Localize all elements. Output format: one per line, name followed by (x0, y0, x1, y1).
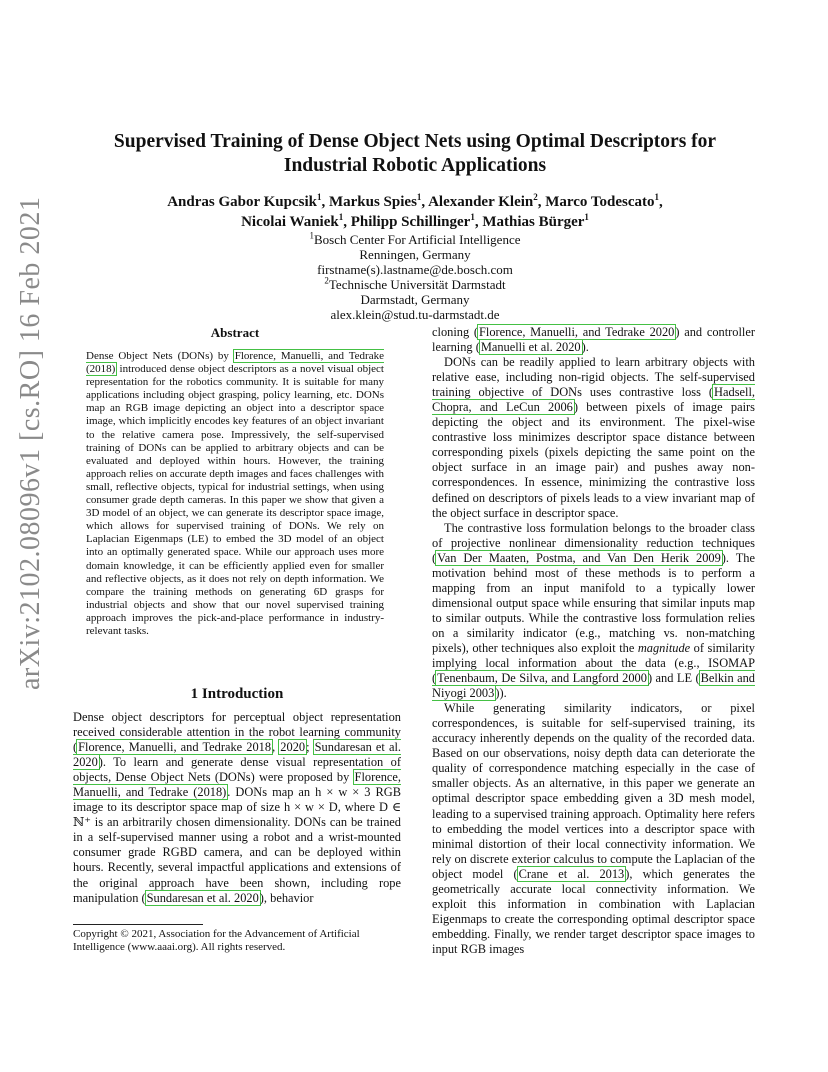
paragraph: The contrastive loss formulation belongs to the broader class of projective nonlinear dimensionality reduction techniques (Van Der Maaten, Postma, and Van Den Herik 2009). The motivation behind most of these methods is to perform a mapping from an input manifold to a typically lower dimensional output space while ensuring that similar inputs map to similar outputs. While the contrastive loss formulation relies on a similarity indicator (e.g., matching vs. non-matching pixels), other techniques also exploit the magnitude of similarity implying local information about the data (e.g., ISOMAP (Tenenbaum, De Silva, and Langford 2000) and LE (Belkin and Niyogi 2003)). (432, 520, 755, 701)
citation-link[interactable]: Sundaresan et al. 2020 (146, 890, 259, 905)
citation-link[interactable]: Sundaresan et al. 2020 (73, 740, 401, 770)
citation-link[interactable]: Manuelli et al. 2020 (480, 340, 581, 355)
author-affil-mark: 1 (654, 192, 660, 202)
affil-mark: 2 (324, 275, 329, 286)
email: firstname(s).lastname@de.bosch.com (317, 262, 513, 277)
author: Nicolai Waniek (241, 214, 339, 230)
author-affil-mark: 1 (338, 212, 344, 222)
author-list: Andras Gabor Kupcsik$^1$, Markus Spies$^1$, Alexander Klein$^2$, Marco Todescato$^1$, Nicolai Waniek$^1$, Philipp Schillinger$^1$, Mathias Bürger$^1$ (167, 192, 663, 230)
author: Markus Spies (328, 194, 417, 210)
affiliation-line: Technische Universität Darmstadt (328, 277, 506, 292)
author: Philipp Schillinger (350, 214, 471, 230)
affil-mark: 1 (309, 230, 314, 241)
arxiv-identifier: arXiv:2102.08096v1 [cs.RO] 16 Feb 2021 (15, 196, 46, 690)
author-affil-mark: 2 (533, 192, 538, 202)
author-affil-mark: 1 (416, 192, 422, 202)
citation-link[interactable]: Van Der Maaten, Postma, and Van Den Herik 2009 (437, 550, 721, 565)
citation-link[interactable]: Florence, Manuelli, and Tedrake 2018 (78, 740, 272, 755)
author: Andras Gabor Kupcsik (167, 194, 317, 210)
title-line-2: Industrial Robotic Applications (283, 155, 547, 176)
paragraph: cloning (Florence, Manuelli, and Tedrake 2020) and controller learning (Manuelli et al. 2020). (432, 325, 755, 355)
copyright-footnote: Copyright © 2021, Association for the Advancement of Artificial Intelligence (www.aaai.org). All rights reserved. (73, 928, 360, 953)
citation-link[interactable]: Belkin and Niyogi 2003 (432, 671, 755, 701)
abstract-heading: Abstract (210, 325, 260, 340)
paragraph: DONs can be readily applied to learn arbitrary objects with relative ease, including non-rigid objects. The self-supervised training objective of DONs uses contrastive loss (Hadsell, Chopra, and LeCun 2006) between pixels of image pairs depicting the object and its environment. The pixel-wise contrastive loss minimizes descriptor space distance between corresponding pixels (pixels depicting the same point on the object surface in an image pair) and pushes away non-correspondences. In essence, minimizing the contrastive loss defined on descriptors of pixels leads to a view invariant map of the object surface in descriptor space. (432, 355, 755, 520)
citation-link[interactable]: Florence, Manuelli, and Tedrake (2018) (73, 770, 401, 800)
citation-link[interactable]: Florence, Manuelli, and Tedrake 2020 (479, 325, 675, 339)
affiliation-line: Renningen, Germany (359, 247, 471, 262)
citation-link[interactable]: Hadsell, Chopra, and LeCun 2006 (432, 385, 755, 415)
footnote-rule (73, 924, 203, 925)
email: alex.klein@stud.tu-darmstadt.de (330, 307, 500, 322)
author-affil-mark: 1 (470, 212, 475, 222)
author: Alexander Klein (428, 194, 534, 210)
author: Marco Todescato (545, 194, 655, 210)
abstract-body: Dense Object Nets (DONs) by Florence, Manuelli, and Tedrake (2018) introduced dense object descriptors as a novel visual object representation for the robotics community. It is suitable for many applications including object grasping, policy learning, etc. DONs map an RGB image depicting an object into a descriptor space image, which implicitly encodes key features of an object invariant to the relative camera pose. Impressively, the self-supervised training of DONs can be applied to arbitrary objects and can be evaluated and deployed within hours. However, the training approach relies on accurate depth images and faces challenges with small, reflective objects, typical for industrial settings, when using consumer grade depth cameras. In this paper we show that given a 3D model of an object, we can generate its descriptor space image, which allows for supervised training of DONs. We rely on Laplacian Eigenmaps (LE) to embed the 3D model of an object into an optimally generated space. While our approach uses more domain knowledge, it can be efficiently applied even for smaller and reflective objects, as it does not rely on depth information. We compare the training methods on generating 6D grasps for industrial objects and show that our novel supervised training approach improves the pick-and-place performance in industry-relevant tasks. (86, 350, 384, 637)
author-affil-mark: 1 (584, 212, 589, 222)
affiliations (200, 232, 630, 322)
section-heading-introduction: 1 Introduction (190, 686, 284, 702)
author: Mathias Bürger (482, 214, 585, 230)
paper-title (70, 130, 760, 178)
citation-link[interactable]: Crane et al. 2013 (518, 866, 625, 881)
emphasis: magnitude (637, 640, 691, 655)
affiliation-line: Bosch Center For Artificial Intelligence (314, 232, 521, 247)
author-affil-mark: 1 (316, 192, 322, 202)
title-line-1: Supervised Training of Dense Object Nets using Optimal Descriptors for (113, 131, 717, 152)
right-column-text (432, 325, 755, 957)
citation-link[interactable]: Florence, Manuelli, and Tedrake (2018) (86, 350, 384, 376)
citation-link[interactable]: Tenenbaum, De Silva, and Langford 2000 (437, 671, 647, 686)
citation-link[interactable]: 2020 (280, 740, 306, 755)
affiliation-line: Darmstadt, Germany (360, 292, 470, 307)
left-column-text (73, 710, 401, 906)
paragraph: While generating similarity indicators, or pixel correspondences, is suitable for self-supervised training, its accuracy inherently depends on the quality of the recorded data. Based on our observations, noisy depth data can deteriorate the quality of correspondence matching especially in the case of smaller objects. As an alternative, in this paper we generate an optimal descriptor space embedding given a 3D mesh model, leading to a supervised training approach. Optimality here refers to embedding the model vertices into a descriptor space with minimal distortion of their local connectivity information. We rely on discrete exterior calculus to compute the Laplacian of the object model (Crane et al. 2013), which generates the geometrically accurate local connectivity information. We exploit this information in combination with Laplacian Eigenmaps to create the corresponding optimal descriptor space embedding. Finally, we render target descriptor space images to input RGB images (432, 701, 755, 956)
paragraph: Dense object descriptors for perceptual object representation received considerable attention in the robot learning community (Florence, Manuelli, and Tedrake 2018, 2020; Sundaresan et al. 2020). To learn and generate dense visual representation of objects, Dense Object Nets (DONs) were proposed by Florence, Manuelli, and Tedrake (2018). DONs map an h × w × 3 RGB image to its descriptor space map of size h × w × D, where D ∈ ℕ⁺ is an arbitrarily chosen dimensionality. DONs can be trained in a self-supervised manner using a robot and a wrist-mounted consumer grade RGBD camera, and can be deployed within hours. Recently, several impactful applications and extensions of the original approach have been shown, including rope manipulation (Sundaresan et al. 2020), behavior (73, 710, 401, 905)
